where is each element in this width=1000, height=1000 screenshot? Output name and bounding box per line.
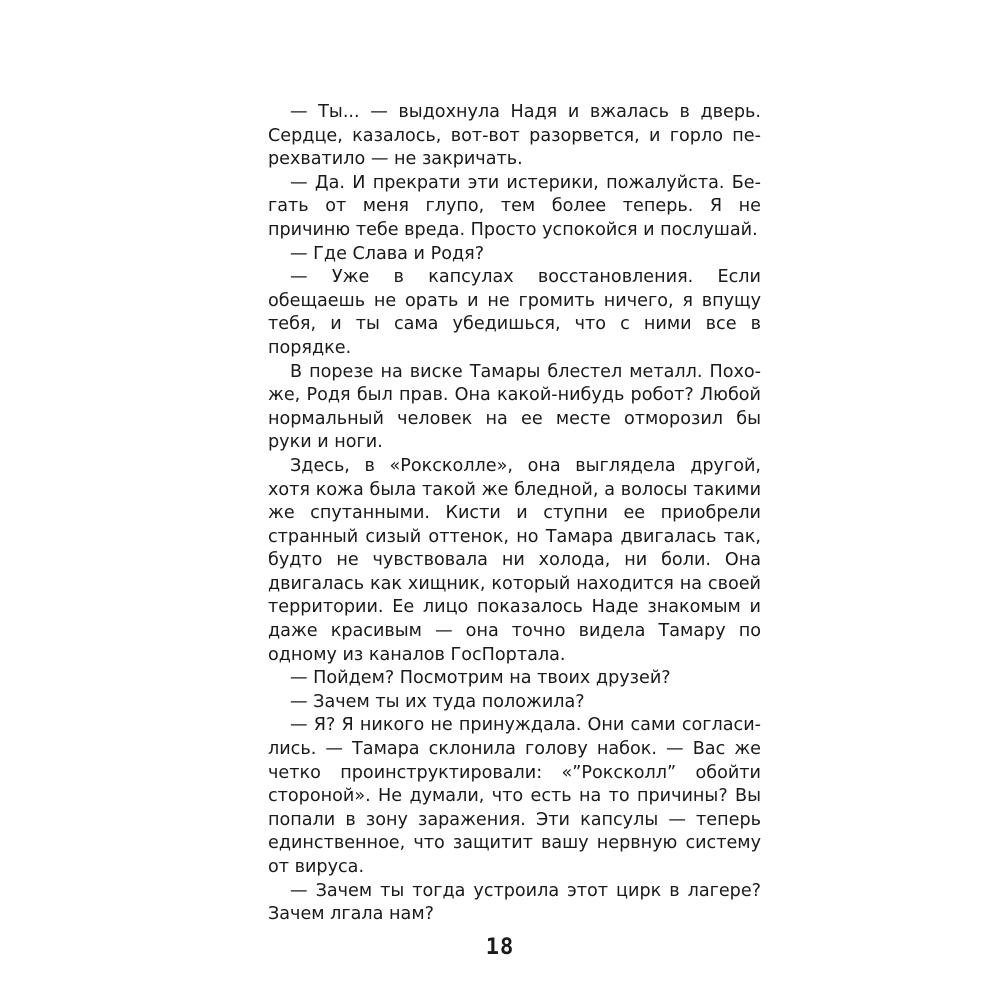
paragraph: Здесь, в «Роксколле», она выглядела другой, хотя кожа была такой же бледной, а волосы такими же спутанными. Кисти и ступни ее приобрели странный сизый оттенок, но Тамара двигалась так, будто не чувствовала ни холода, ни боли. Она двигалась как хищник, который находится на своей территории. Ее лицо показалось Наде знакомым и даже красивым — она точно видела Тамару по одному из каналов ГосПортала. [268, 455, 761, 665]
paragraph: В порезе на виске Тамары блестел металл. Похоже, Родя был прав. Она какой-нибудь робот? Любой нормальный человек на ее месте отморозил бы руки и ноги. [268, 361, 761, 453]
paragraph: — Уже в капсулах восстановления. Если обещаешь не орать и не громить ничего, я впущу тебя, и ты сама убедишься, что с ними все в порядке. [268, 267, 761, 358]
body-text [268, 101, 761, 927]
paragraph: — Ты... — выдохнула Надя и вжалась в дверь. Сердце, казалось, вот-вот разорвется, и горло перехватило — не закричать. [268, 102, 761, 170]
paragraph: — Где Слава и Родя? [290, 243, 485, 264]
paragraph: — Пойдем? Посмотрим на твоих друзей? [290, 668, 671, 689]
paragraph: — Я? Я никого не принуждала. Они сами согласились. — Тамара склонила голову набок. — Вас же четко проинструктировали: «”Роксколл” обойти стороной». Не думали, что есть на то причины? Вы попали в зону заражения. Эти капсулы — теперь единственное, что защитит вашу нервную систему от вируса. [268, 715, 761, 877]
paragraph: — Зачем ты их туда положила? [290, 691, 585, 712]
paragraph: — Зачем ты тогда устроила этот цирк в лагере? Зачем лгала нам? [268, 880, 761, 925]
page-number: 18 [485, 935, 515, 960]
paragraph: — Да. И прекрати эти истерики, пожалуйста. Бегать от меня глупо, тем более теперь. Я не причиню тебе вреда. Просто успокойся и послушай. [268, 172, 761, 240]
